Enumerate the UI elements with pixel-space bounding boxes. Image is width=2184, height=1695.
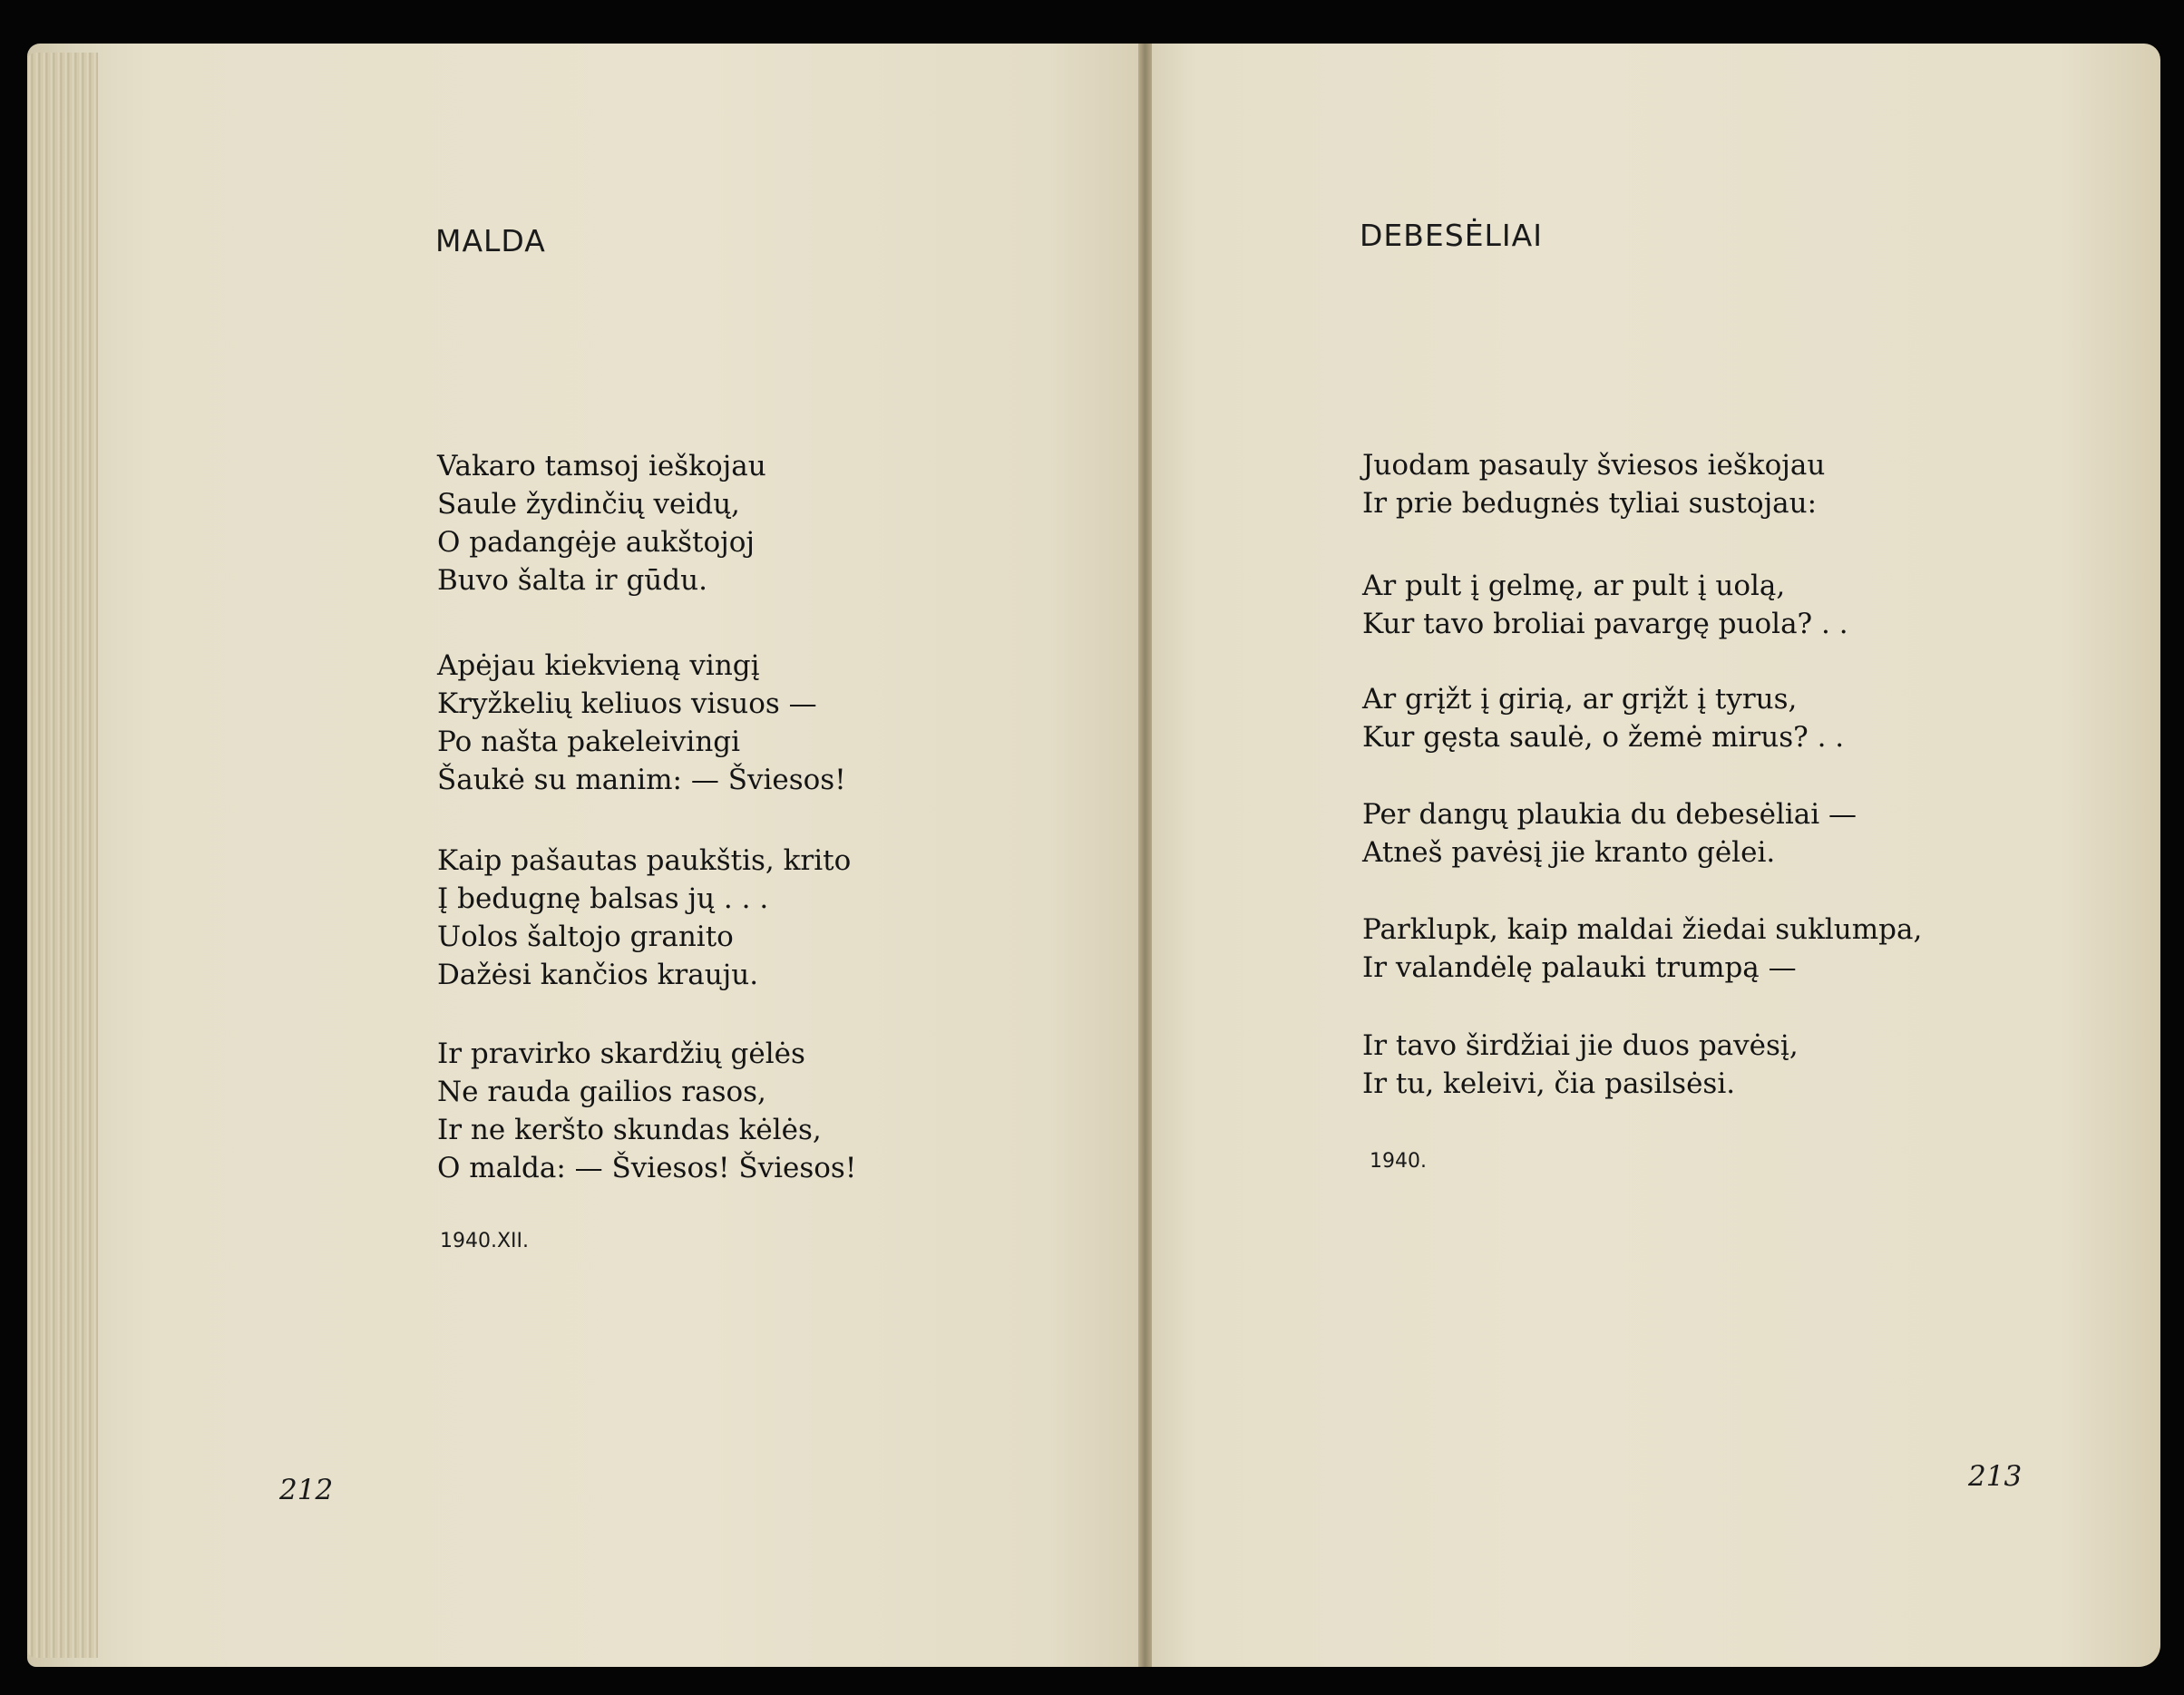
stanza-1 bbox=[1362, 446, 1825, 522]
poem-line: Kur tavo broliai pavargę puola? . . bbox=[1362, 608, 1848, 640]
poem-title: DEBESĖLIAI bbox=[1360, 218, 1543, 253]
poem-line: Ne rauda gailios rasos, bbox=[437, 1076, 766, 1108]
poem-line: Ar pult į gelmę, ar pult į uolą, bbox=[1362, 570, 1786, 602]
poem-line: Apėjau kiekvieną vingį bbox=[437, 649, 760, 682]
poem-line: Ar grįžt į girią, ar grįžt į tyrus, bbox=[1362, 683, 1798, 716]
poem-line: O padangėje aukštojoj bbox=[437, 526, 756, 559]
poem-line: Buvo šalta ir gūdu. bbox=[437, 564, 707, 597]
poem-line: Vakaro tamsoj ieškojau bbox=[437, 450, 766, 482]
poem-line: Po našta pakeleivingi bbox=[437, 726, 741, 758]
left-page bbox=[27, 44, 1138, 1667]
poem-date: 1940. bbox=[1370, 1150, 1427, 1173]
stanza-6 bbox=[1362, 1027, 1799, 1103]
open-book bbox=[27, 44, 2160, 1667]
poem-line: Ir tavo širdžiai jie duos pavėsį, bbox=[1362, 1029, 1799, 1062]
page-number: 212 bbox=[279, 1474, 334, 1506]
bleed-through bbox=[299, 297, 307, 337]
poem-line: O malda: — Šviesos! Šviesos! bbox=[437, 1152, 857, 1184]
book-gutter bbox=[1138, 44, 1152, 1667]
poem-line: Kryžkelių keliuos visuos — bbox=[437, 687, 817, 720]
poem-line: Uolos šaltojo granito bbox=[437, 921, 734, 953]
page-edges bbox=[27, 53, 98, 1658]
stanza-3 bbox=[437, 842, 851, 994]
stanza-5 bbox=[1362, 911, 1922, 987]
poem-date: 1940.XII. bbox=[440, 1230, 530, 1252]
poem-line: Kaip pašautas paukštis, krito bbox=[437, 844, 852, 877]
poem-line: Ir prie bedugnės tyliai sustojau: bbox=[1362, 487, 1818, 520]
stanza-2 bbox=[437, 647, 846, 799]
stanza-2 bbox=[1362, 567, 1848, 643]
poem-line: Juodam pasauly šviesos ieškojau bbox=[1362, 449, 1826, 482]
poem-line: Dažėsi kančios krauju. bbox=[437, 959, 759, 991]
poem-line: Per dangų plaukia du debesėliai — bbox=[1362, 798, 1857, 831]
poem-line: Ir pravirko skardžių gėlės bbox=[437, 1037, 805, 1070]
poem-line: Šaukė su manim: — Šviesos! bbox=[437, 764, 846, 796]
poem-line: Ir valandėlę palauki trumpą — bbox=[1362, 951, 1797, 984]
poem-line: Atneš pavėsį jie kranto gėlei. bbox=[1362, 836, 1776, 869]
stanza-1 bbox=[437, 447, 766, 599]
poem-line: Saule žydinčių veidų, bbox=[437, 488, 740, 521]
stanza-3 bbox=[1362, 680, 1844, 756]
poem-line: Kur gęsta saulė, o žemė mirus? . . bbox=[1362, 721, 1845, 754]
poem-line: Ir ne keršto skundas kėlės, bbox=[437, 1114, 822, 1146]
right-page bbox=[1152, 44, 2160, 1667]
poem-line: Į bedugnę balsas jų . . . bbox=[437, 882, 769, 915]
page-number: 213 bbox=[1968, 1460, 2023, 1493]
poem-line: Parklupk, kaip maldai žiedai suklumpa, bbox=[1362, 913, 1923, 946]
poem-title: MALDA bbox=[435, 223, 546, 258]
stanza-4 bbox=[437, 1035, 856, 1187]
poem-line: Ir tu, keleivi, čia pasilsėsi. bbox=[1362, 1067, 1736, 1100]
stanza-4 bbox=[1362, 795, 1857, 872]
